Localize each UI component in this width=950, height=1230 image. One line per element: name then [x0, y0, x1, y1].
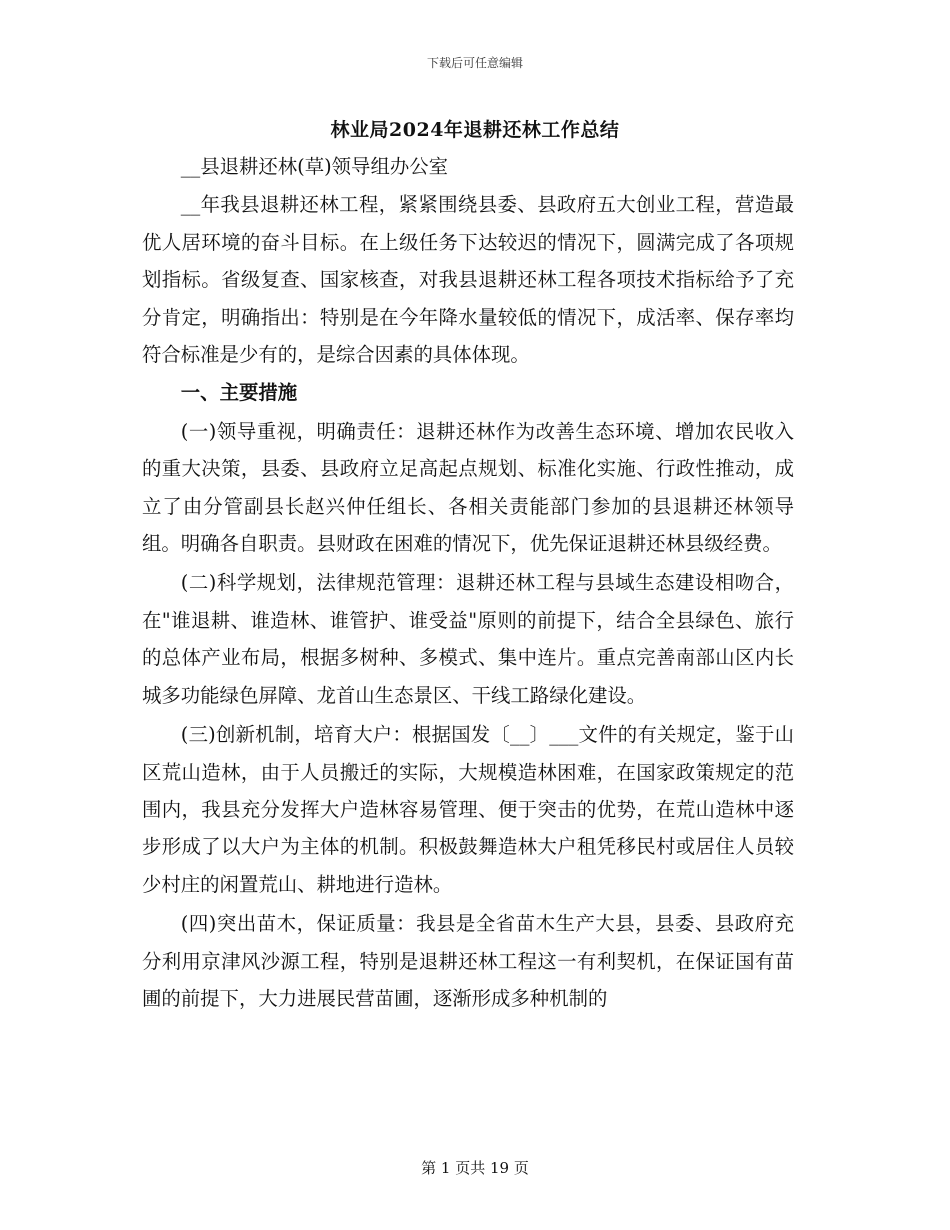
measure-paragraph-3: (三)创新机制，培育大户：根据国发〔__〕___文件的有关规定，鉴于山区荒山造林，由于人员搬迁的实际，大规模造林困难，在国家政策规定的范围内，我县充分发挥大户造林容易管理、便于突击的优势，在荒山造林中逐步形成了以大户为主体的机制。积极鼓舞造林大户租凭移民村或居住人员较少村庄的闲置荒山、耕地进行造林。 [142, 723, 794, 896]
section-heading: 一、主要措施 [180, 381, 298, 405]
intro-paragraph: __年我县退耕还林工程，紧紧围绕县委、县政府五大创业工程，营造最优人居环境的奋斗目标。在上级任务下达较迟的情况下，圆满完成了各项规划指标。省级复查、国家核查，对我县退耕还林工程各项技术指标给予了充分肯定，明确指出：特别是在今年降水量较低的情况下，成活率、保存率均符合标准是少有的，是综合因素的具体体现。 [142, 193, 794, 367]
page-header-note: 下载后可任意编辑 [426, 56, 523, 70]
document-body [142, 148, 794, 1017]
organization-line: __县退耕还林(草)领导组办公室 [180, 155, 449, 178]
page-footer: 第 1 页共 19 页 [421, 1159, 529, 1177]
measure-paragraph-1: (一)领导重视，明确责任：退耕还林作为改善生态环境、增加农民收入的重大决策，县委、县政府立足高起点规划、标准化实施、行政性推动，成立了由分管副县长赵兴仲任组长、各相关责能部门参加的县退耕还林领导组。明确各自职责。县财政在困难的情况下，优先保证退耕还林县级经费。 [142, 419, 794, 556]
document-title: 林业局2024年退耕还林工作总结 [330, 119, 620, 141]
measure-paragraph-4: (四)突出苗木，保证质量：我县是全省苗木生产大县，县委、县政府充分利用京津风沙源工程，特别是退耕还林工程这一有利契机，在保证国有苗圃的前提下，大力进展民营苗圃，逐渐形成多种机制的 [142, 912, 794, 1010]
measure-paragraph-2: (二)科学规划，法律规范管理：退耕还林工程与县域生态建设相吻合，在"谁退耕、谁造林、谁管护、谁受益"原则的前提下，结合全县绿色、旅行的总体产业布局，根据多树种、多模式、集中连片。重点完善南部山区内长城多功能绿色屏障、龙首山生态景区、干线工路绿化建设。 [142, 571, 794, 707]
